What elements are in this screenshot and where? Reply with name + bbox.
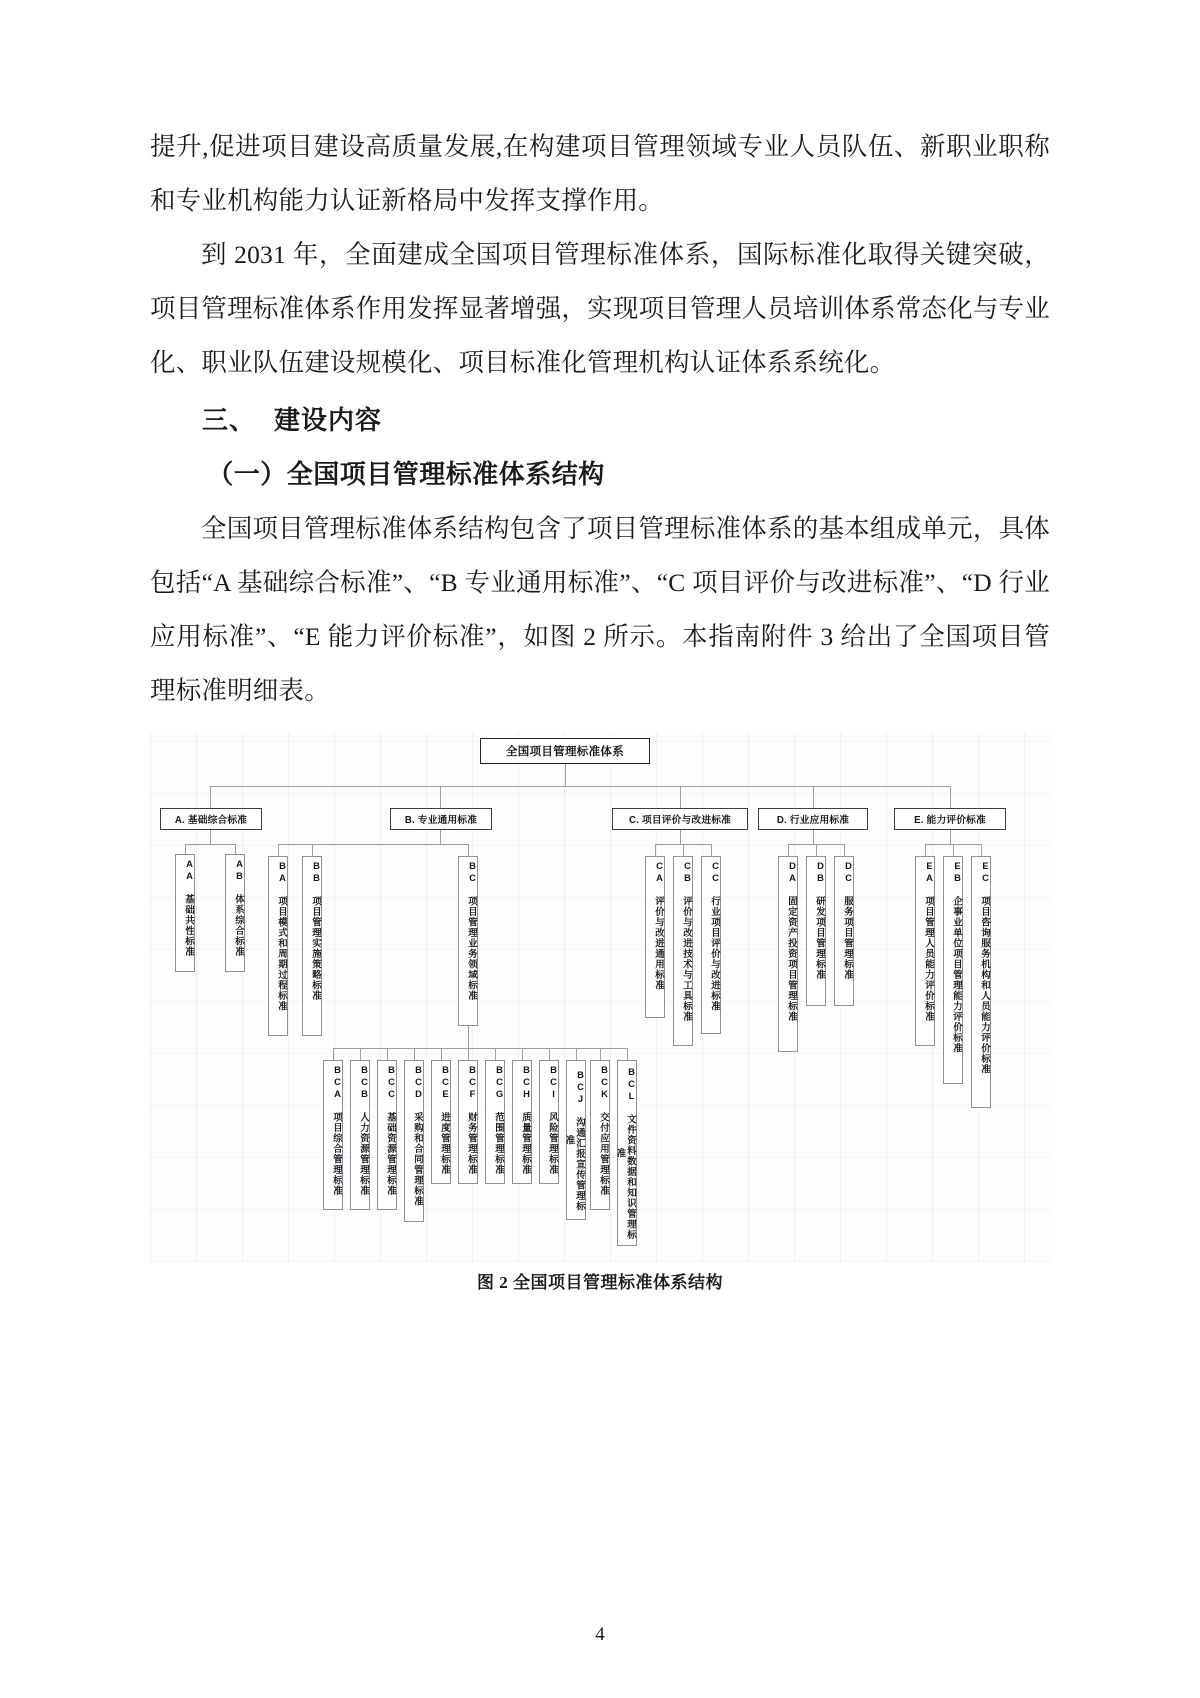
node-level1-A: A. 基础综合标准: [160, 808, 262, 830]
node-level1-C: C. 项目评价与改进标准: [612, 808, 748, 830]
connector-BC-drop-1: [333, 1048, 334, 1060]
section-heading-number: 三、: [202, 406, 257, 435]
connector-drop-A: [210, 786, 211, 808]
connector-E-drop-3: [981, 844, 982, 856]
connector-BC-stem: [468, 1026, 469, 1048]
figure-2: [150, 732, 1050, 1262]
paragraph-3: 全国项目管理标准体系结构包含了项目管理标准体系的基本组成单元，具体包括“A 基础综合标准”、“B 专业通用标准”、“C 项目评价与改进标准”、“D 行业应用标准”、“E 能力评价标准”，如图 2 所示。本指南附件 3 给出了全国项目管理标准明细表。: [150, 514, 1050, 705]
connector-BC-drop-10: [576, 1048, 577, 1060]
connector-B-stem: [440, 830, 441, 844]
node-BCI: BCI 风险管理标准: [539, 1060, 559, 1184]
node-BCG: BCG 范围管理标准: [485, 1060, 505, 1184]
node-AB: AB 体系综合标准: [225, 854, 245, 972]
node-DA: DA 固定资产投资项目管理标准: [778, 856, 798, 1052]
connector-A-bus: [185, 844, 235, 845]
connector-D-drop-1: [788, 844, 789, 856]
figure-caption: 图 2 全国项目管理标准体系结构: [477, 1273, 723, 1292]
connector-A-drop-2: [235, 844, 236, 854]
section-heading-text: 建设内容: [274, 406, 383, 435]
connector-E-stem: [950, 830, 951, 844]
connector-level1-bus: [210, 786, 950, 787]
org-chart-diagram: [150, 732, 1050, 1262]
node-BCB: BCB 人力资源管理标准: [350, 1060, 370, 1210]
node-BCL: BCL 文件资料数据和知识管理标准: [617, 1060, 637, 1246]
connector-BC-drop-4: [414, 1048, 415, 1060]
connector-C-drop-3: [711, 844, 712, 856]
node-root: 全国项目管理标准体系: [480, 738, 650, 764]
node-BCD: BCD 采购和合同管理标准: [404, 1060, 424, 1222]
connector-drop-E: [950, 786, 951, 808]
node-level1-D: D. 行业应用标准: [758, 808, 868, 830]
node-BC: BC 项目管理业务领域标准: [458, 856, 478, 1026]
node-EB: EB 企事业单位项目管理能力评价标准: [943, 856, 963, 1084]
node-BCF: BCF 财务管理标准: [458, 1060, 478, 1184]
connector-BC-drop-3: [387, 1048, 388, 1060]
connector-BC-drop-5: [441, 1048, 442, 1060]
connector-BC-drop-2: [360, 1048, 361, 1060]
connector-drop-C: [680, 786, 681, 808]
connector-B-drop-BC: [468, 844, 469, 856]
connector-D-stem: [813, 830, 814, 844]
connector-C-stem: [680, 830, 681, 844]
node-EC: EC 项目咨询服务机构和人员能力评价标准: [971, 856, 991, 1108]
connector-drop-B: [440, 786, 441, 808]
node-BCE: BCE 进度管理标准: [431, 1060, 451, 1184]
paragraph-1: 提升,促进项目建设高质量发展,在构建项目管理领域专业人员队伍、新职业职称和专业机构能力认证新格局中发挥支撑作用。: [150, 132, 1050, 215]
connector-B-drop-BA: [278, 844, 279, 856]
connector-BC-drop-8: [522, 1048, 523, 1060]
node-BA: BA 项目模式和周期过程标准: [268, 856, 288, 1036]
node-CC: CC 行业项目评价与改进标准: [701, 856, 721, 1034]
node-BCC: BCC 基础资源管理标准: [377, 1060, 397, 1210]
node-BCH: BCH 质量管理标准: [512, 1060, 532, 1184]
connector-B-drop-BB: [312, 844, 313, 856]
connector-BC-bus: [333, 1048, 627, 1049]
node-EA: EA 项目管理人员能力评价标准: [915, 856, 935, 1046]
connector-C-drop-2: [683, 844, 684, 856]
node-AA: AA 基础共性标准: [175, 854, 195, 972]
connector-BC-drop-6: [468, 1048, 469, 1060]
connector-A-drop-1: [185, 844, 186, 854]
paragraph-2: 到 2031 年，全面建成全国项目管理标准体系，国际标准化取得关键突破，项目管理标准体系作用发挥显著增强，实现项目管理人员培训体系常态化与专业化、职业队伍建设规模化、项目标准化管理机构认证体系系统化。: [150, 240, 1050, 377]
connector-D-drop-3: [844, 844, 845, 856]
node-BCA: BCA 项目综合管理标准: [323, 1060, 343, 1210]
connector-BC-drop-9: [549, 1048, 550, 1060]
connector-B-bus: [278, 844, 468, 845]
connector-BC-drop-12: [627, 1048, 628, 1060]
connector-root-stem: [565, 764, 566, 786]
node-DB: DB 研发项目管理标准: [806, 856, 826, 1006]
node-BB: BB 项目管理实施策略标准: [302, 856, 322, 1036]
subsection-heading: （一）全国项目管理标准体系结构: [207, 460, 605, 489]
node-BCK: BCK 交付应用管理标准: [590, 1060, 610, 1210]
section-heading: [150, 394, 1050, 448]
connector-E-drop-2: [953, 844, 954, 856]
node-CA: CA 评价与改进通用标准: [645, 856, 665, 1018]
connector-E-drop-1: [925, 844, 926, 856]
page-number: 4: [595, 1624, 605, 1645]
connector-C-drop-1: [655, 844, 656, 856]
node-level1-E: E. 能力评价标准: [894, 808, 1006, 830]
node-BCJ: BCJ 沟通汇报宣传管理标准: [566, 1060, 586, 1220]
connector-D-drop-2: [816, 844, 817, 856]
connector-BC-drop-11: [600, 1048, 601, 1060]
node-CB: CB 评价与改进技术与工具标准: [673, 856, 693, 1046]
connector-BC-drop-7: [495, 1048, 496, 1060]
node-DC: DC 服务项目管理标准: [834, 856, 854, 1006]
node-level1-B: B. 专业通用标准: [390, 808, 492, 830]
connector-A-stem: [210, 830, 211, 844]
connector-drop-D: [813, 786, 814, 808]
